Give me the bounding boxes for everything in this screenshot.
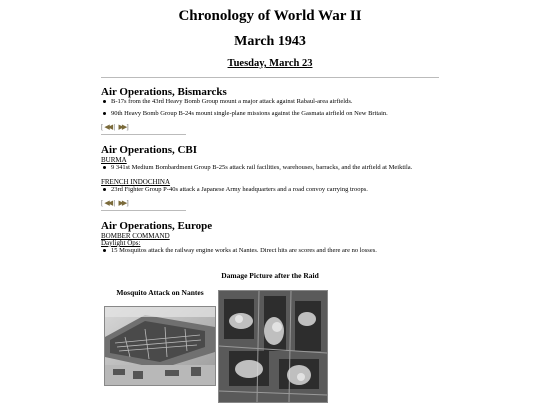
next-icon[interactable]: ▶▶ xyxy=(118,123,126,131)
nav-arrows xyxy=(101,122,129,131)
list-item-text: 9 341st Medium Bombardment Group B-25s attack rail facilities, warehouses, barracks, and the airfield at Meiktila. xyxy=(111,164,413,171)
list-item-text: 90th Heavy Bomb Group B-24s mount single-plane missions against the Gasmata airfield on New Britain. xyxy=(111,110,388,117)
bullet xyxy=(103,100,106,103)
list-item xyxy=(103,247,377,254)
section-divider xyxy=(101,210,186,211)
damage-image xyxy=(219,291,327,402)
bullet xyxy=(103,166,106,169)
next-icon[interactable]: ▶▶ xyxy=(118,199,126,207)
left-figure-caption: Mosquito Attack on Nantes xyxy=(116,288,204,297)
divider xyxy=(101,77,439,78)
figure-heading: Damage Picture after the Raid xyxy=(221,271,319,280)
list-item xyxy=(103,110,388,117)
subheading-bomber-command[interactable]: BOMBER COMMAND xyxy=(101,232,170,240)
list-item-text: 23rd Fighter Group P-40s attack a Japanese Army headquarters and a road convoy carrying troops. xyxy=(111,186,368,193)
section-divider xyxy=(101,134,186,135)
list-item-text: 15 Mosquitos attack the railway engine works at Nantes. Direct hits are scores and there are no losses. xyxy=(111,247,377,254)
nav-arrows xyxy=(101,198,129,207)
nav-separator: | xyxy=(114,122,116,131)
damage-photo xyxy=(218,290,328,403)
section-title-cbi: Air Operations, CBI xyxy=(101,144,198,156)
list-item xyxy=(103,98,353,105)
nav-separator: | xyxy=(114,198,116,207)
section-title-europe: Air Operations, Europe xyxy=(101,220,213,232)
month-heading: March 1943 xyxy=(234,34,306,49)
mosquito-attack-photo xyxy=(104,306,216,386)
list-item-text: B-17s from the 43rd Heavy Bomb Group mount a major attack against Rabaul-area airfields. xyxy=(111,98,353,105)
bullet xyxy=(103,188,106,191)
prev-icon[interactable]: ◀◀ xyxy=(104,123,112,131)
nav-bracket-open: [ xyxy=(101,198,104,207)
subheading-burma[interactable]: BURMA xyxy=(101,156,127,164)
bullet xyxy=(103,112,106,115)
subheading-indochina[interactable]: FRENCH INDOCHINA xyxy=(101,178,171,186)
prev-icon[interactable]: ◀◀ xyxy=(104,199,112,207)
subheading-daylight-ops[interactable]: Daylight Ops: xyxy=(101,239,141,247)
list-item xyxy=(103,186,368,193)
section-title-bismarcks: Air Operations, Bismarcks xyxy=(101,86,227,98)
date-heading: Tuesday, March 23 xyxy=(227,58,313,69)
page-title: Chronology of World War II xyxy=(178,8,362,24)
nav-bracket-open: [ xyxy=(101,122,104,131)
list-item xyxy=(103,164,412,171)
bullet xyxy=(103,249,106,252)
mosquito-attack-image xyxy=(105,307,215,385)
nav-bracket-close: ] xyxy=(126,122,129,131)
nav-bracket-close: ] xyxy=(126,198,129,207)
